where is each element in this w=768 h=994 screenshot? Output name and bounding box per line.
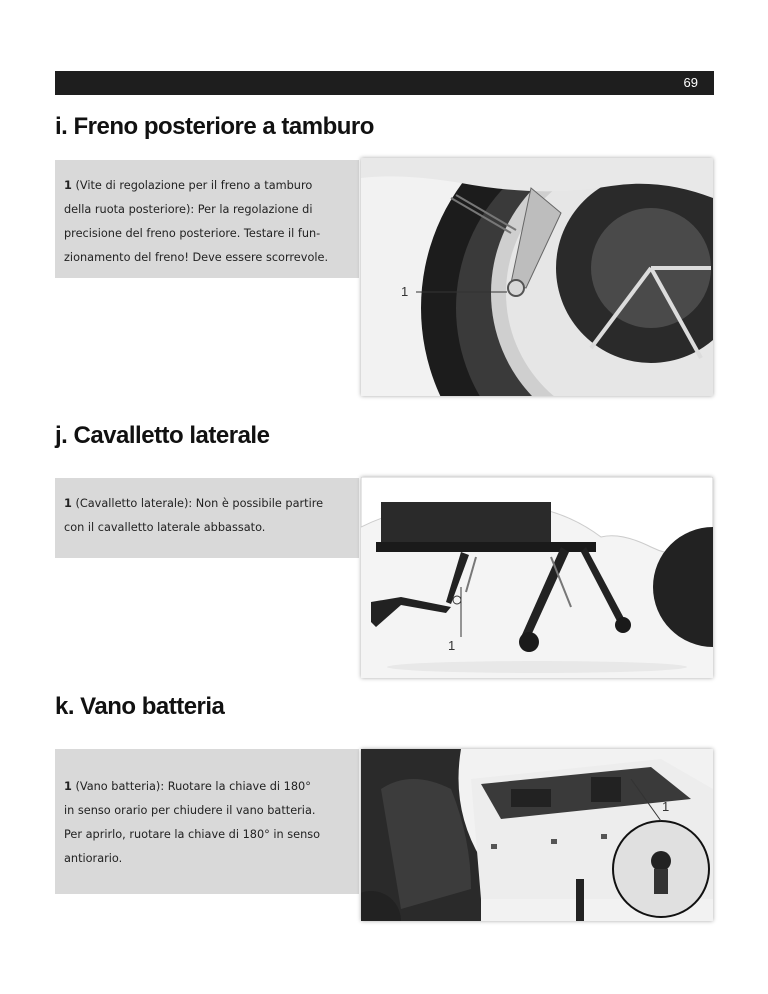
description-line: con il cavalletto laterale abbassato. — [64, 521, 266, 534]
photo-side-stand — [361, 477, 713, 678]
photo-battery-compartment — [361, 749, 713, 921]
description-box-battery-compartment — [55, 749, 359, 894]
description-line: (Vite di regolazione per il freno a tamburo — [71, 179, 313, 192]
page-header-bar — [55, 71, 714, 95]
callout-label: 1 — [401, 284, 409, 299]
description-line: (Cavalletto laterale): Non è possibile partire — [71, 497, 324, 510]
description-line: precisione del freno posteriore. Testare il fun- — [64, 227, 321, 240]
section-heading-side-stand: j. Cavalletto laterale — [55, 422, 270, 449]
item-number: 1 — [64, 780, 72, 793]
description-line: in senso orario per chiudere il vano batteria. — [64, 804, 316, 817]
description-line: della ruota posteriore): Per la regolazione di — [64, 203, 313, 216]
section-heading-rear-brake: i. Freno posteriore a tamburo — [55, 113, 374, 140]
description-box-rear-brake — [55, 160, 359, 278]
description-line: zionamento del freno! Deve essere scorrevole. — [64, 251, 329, 264]
callout-label: 1 — [448, 638, 456, 653]
callout-label: 1 — [662, 799, 670, 814]
description-line: Per aprirlo, ruotare la chiave di 180° in senso — [64, 828, 321, 841]
item-number: 1 — [64, 497, 72, 510]
item-number: 1 — [64, 179, 72, 192]
description-line: (Vano batteria): Ruotare la chiave di 180° — [71, 780, 311, 793]
description-line: antiorario. — [64, 852, 123, 865]
page-number: 69 — [683, 75, 698, 90]
section-heading-battery-compartment: k. Vano batteria — [55, 693, 225, 720]
description-box-side-stand — [55, 478, 359, 558]
photo-rear-drum-brake — [361, 158, 713, 396]
